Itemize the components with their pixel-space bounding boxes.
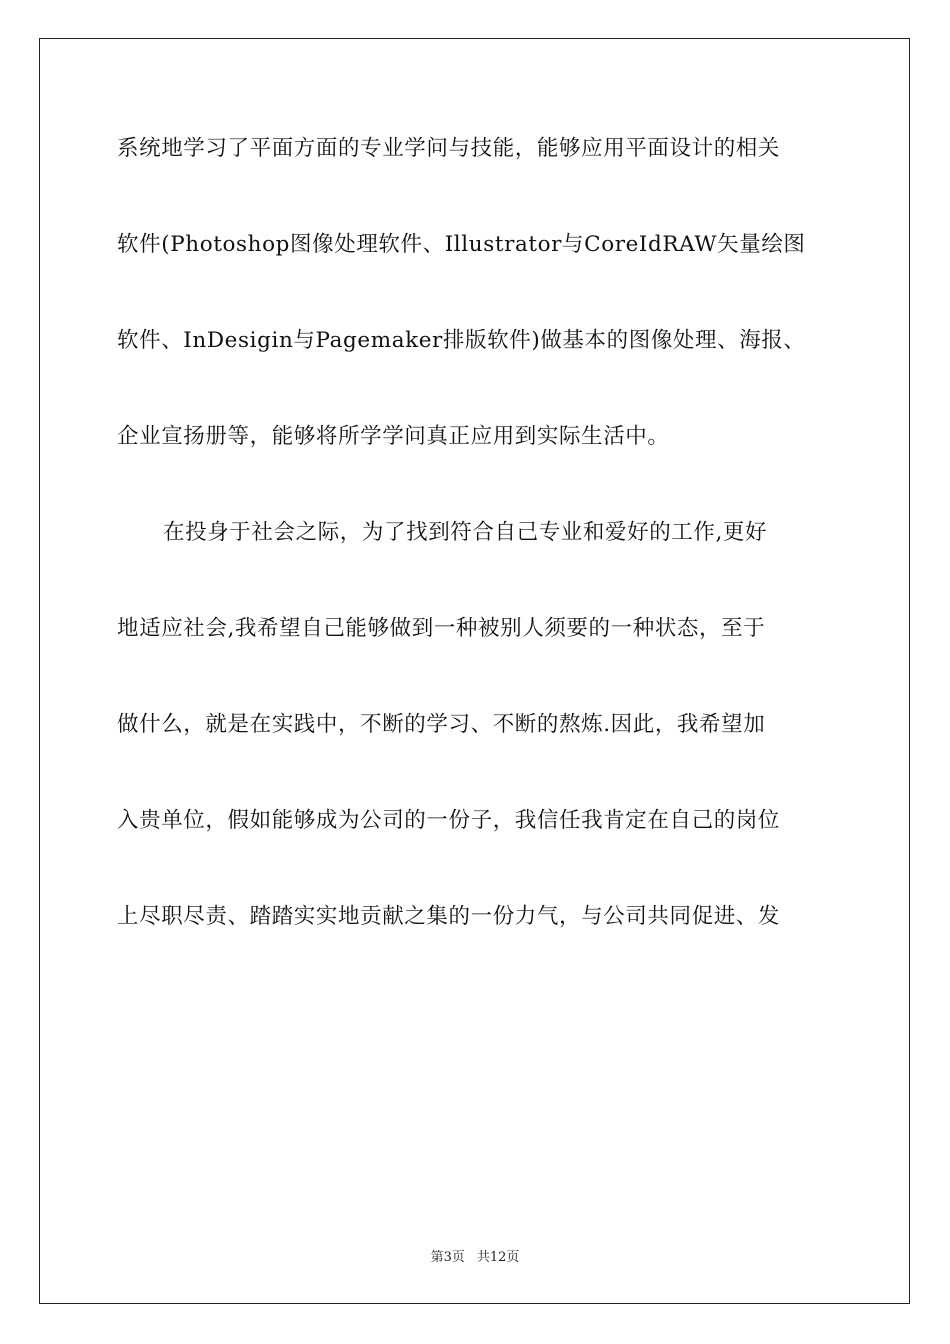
text-line-8: 入贵单位，假如能够成为公司的一份子，我信任我肯定在自己的岗位 <box>117 808 781 833</box>
text-line-3: 软件、InDesigin与Pagemaker排版软件)做基本的图像处理、海报、 <box>117 328 806 353</box>
text-line-1: 系统地学习了平面方面的专业学问与技能，能够应用平面设计的相关 <box>117 136 781 161</box>
paragraph-2-first-line: 在投身于社会之际，为了找到符合自己专业和爱好的工作,更好 <box>163 520 768 545</box>
document-body <box>117 120 857 984</box>
text-line-4: 企业宣扬册等，能够将所学学问真正应用到实际生活中。 <box>117 424 670 449</box>
page-total: 共12页 <box>476 1250 520 1265</box>
page-number: 第3页 <box>430 1250 465 1265</box>
page-footer <box>0 1246 950 1265</box>
text-line-6: 地适应社会,我希望自己能够做到一种被别人须要的一种状态，至于 <box>117 616 766 641</box>
text-line-9: 上尽职尽责、踏踏实实地贡献之集的一份力气，与公司共同促进、发 <box>117 904 781 929</box>
text-line-2: 软件(Photoshop图像处理软件、Illustrator与CoreIdRAW矢量绘图 <box>117 232 806 257</box>
text-line-7: 做什么，就是在实践中，不断的学习、不断的熬炼.因此，我希望加 <box>117 712 766 737</box>
